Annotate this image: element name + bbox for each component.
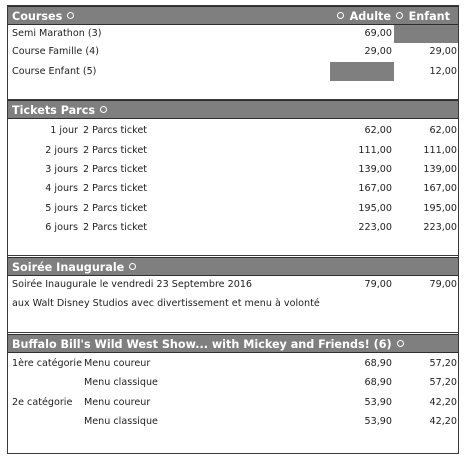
- table-row: [8, 144, 458, 158]
- tickets-header: [8, 100, 458, 119]
- circle-icon: [67, 12, 74, 19]
- adult-price: 53,90: [364, 397, 392, 408]
- table-row: [8, 297, 458, 311]
- child-price: 223,00: [423, 222, 457, 233]
- tickets-title-text: Tickets Parcs: [12, 104, 95, 117]
- ticket-days: 5 jours: [45, 203, 78, 214]
- buffalo-title-text: Buffalo Bill's Wild West Show... with Mickey and Friends! (6): [12, 338, 392, 351]
- buffalo-header: [8, 334, 458, 353]
- ticket-days: 2 jours: [45, 145, 78, 156]
- table-row: [8, 45, 458, 59]
- ticket-days: 4 jours: [45, 183, 78, 194]
- child-price: 57,20: [429, 377, 457, 388]
- menu-label: Menu coureur: [84, 397, 151, 408]
- adult-price: 195,00: [358, 203, 392, 214]
- table-row: [8, 415, 458, 429]
- adult-price: 53,90: [364, 416, 392, 427]
- adult-price: 68,90: [364, 377, 392, 388]
- circle-icon: [100, 106, 107, 113]
- child-price: 195,00: [423, 203, 457, 214]
- adult-column-header: [337, 7, 391, 26]
- adult-price: 68,90: [364, 358, 392, 369]
- adult-price: 139,00: [358, 164, 392, 175]
- row-label: Course Famille (4): [12, 46, 99, 57]
- table-row: [8, 278, 458, 292]
- ticket-days: 1 jour: [50, 125, 78, 136]
- child-price: 12,00: [429, 66, 457, 77]
- soiree-title: [12, 258, 136, 277]
- table-row: [8, 221, 458, 235]
- category-label: 1ère catégorie: [12, 358, 82, 369]
- row-label: Semi Marathon (3): [12, 28, 102, 39]
- circle-icon: [129, 263, 136, 270]
- child-price: 42,20: [429, 397, 457, 408]
- ticket-days: 6 jours: [45, 222, 78, 233]
- child-price: 79,00: [429, 279, 457, 290]
- adult-price: 167,00: [358, 183, 392, 194]
- menu-label: Menu classique: [84, 416, 158, 427]
- section-divider: [8, 255, 458, 256]
- soiree-title-text: Soirée Inaugurale: [12, 261, 125, 274]
- table-row: [8, 163, 458, 177]
- tickets-title: [12, 101, 107, 120]
- circle-icon: [397, 340, 404, 347]
- circle-icon: [337, 12, 344, 19]
- soiree-description: Soirée Inaugurale le vendredi 23 Septembre 2016: [12, 279, 253, 290]
- table-row: [8, 202, 458, 216]
- ticket-description: 2 Parcs ticket: [83, 222, 148, 233]
- child-price: 57,20: [429, 358, 457, 369]
- menu-label: Menu coureur: [84, 358, 151, 369]
- ticket-description: 2 Parcs ticket: [83, 164, 148, 175]
- child-column-header: [396, 7, 450, 26]
- table-row: [8, 65, 458, 79]
- table-row: [8, 376, 458, 390]
- adult-price: 223,00: [358, 222, 392, 233]
- child-price: 62,00: [429, 125, 457, 136]
- adult-price: 29,00: [364, 46, 392, 57]
- child-price: 167,00: [423, 183, 457, 194]
- child-column-label: Enfant: [408, 10, 450, 23]
- adult-column-label: Adulte: [349, 10, 391, 23]
- courses-header: [8, 6, 458, 25]
- child-price: 42,20: [429, 416, 457, 427]
- ticket-description: 2 Parcs ticket: [83, 125, 148, 136]
- child-price: 29,00: [429, 46, 457, 57]
- circle-icon: [396, 12, 403, 19]
- courses-title-text: Courses: [12, 10, 63, 23]
- ticket-description: 2 Parcs ticket: [83, 183, 148, 194]
- menu-label: Menu classique: [84, 377, 158, 388]
- child-price: 111,00: [423, 145, 457, 156]
- adult-price: 62,00: [364, 125, 392, 136]
- table-row: [8, 27, 458, 41]
- section-divider: [8, 332, 458, 333]
- soiree-description-continued: aux Walt Disney Studios avec divertissement et menu à volonté: [12, 298, 320, 309]
- child-price: 139,00: [423, 164, 457, 175]
- row-label: Course Enfant (5): [12, 66, 97, 77]
- courses-title: [12, 7, 74, 26]
- table-row: [8, 182, 458, 196]
- table-row: [8, 396, 458, 410]
- category-label: 2e catégorie: [12, 397, 73, 408]
- adult-price: 111,00: [358, 145, 392, 156]
- ticket-description: 2 Parcs ticket: [83, 145, 148, 156]
- adult-price: 69,00: [364, 28, 392, 39]
- soiree-header: [8, 257, 458, 276]
- adult-price: 79,00: [364, 279, 392, 290]
- table-row: [8, 357, 458, 371]
- ticket-description: 2 Parcs ticket: [83, 203, 148, 214]
- ticket-days: 3 jours: [45, 164, 78, 175]
- table-row: [8, 124, 458, 138]
- buffalo-title: [12, 335, 404, 354]
